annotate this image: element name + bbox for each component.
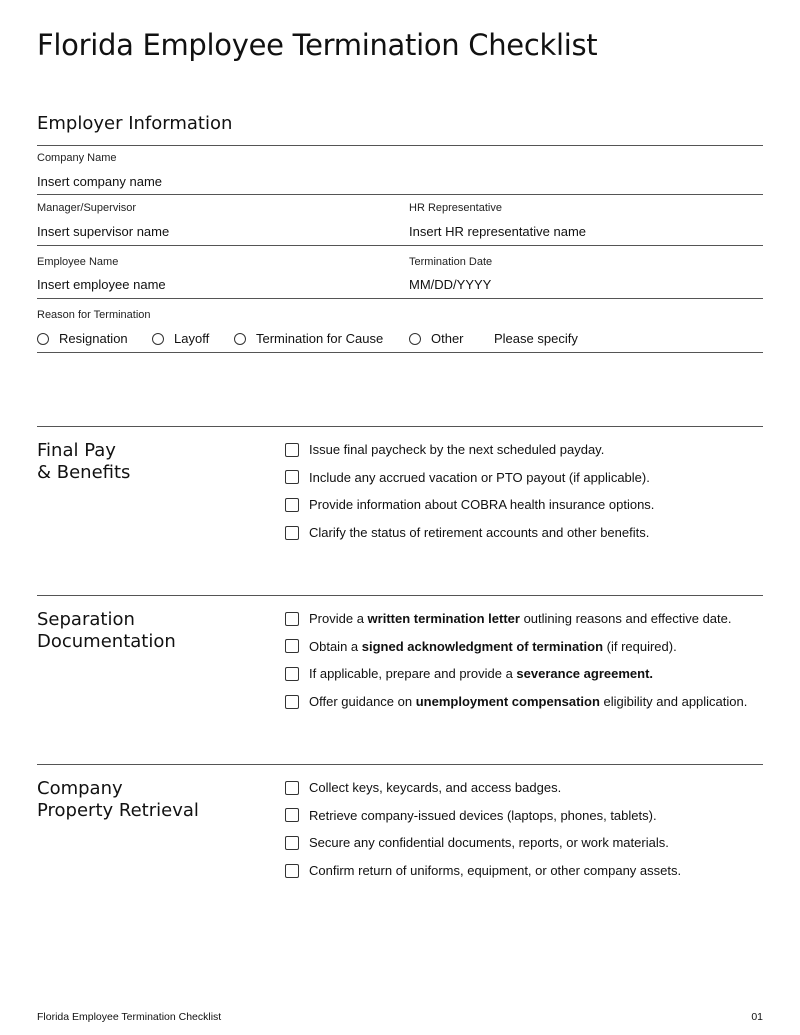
item-text: Secure any confidential documents, reports, or work materials. (309, 835, 669, 851)
checklist-item[interactable] (285, 497, 654, 512)
checklist-item[interactable] (285, 835, 669, 850)
radio-circle-icon (152, 333, 164, 345)
checklist-item[interactable] (285, 611, 732, 626)
item-text: Provide information about COBRA health insurance options. (309, 497, 655, 513)
checkbox-icon[interactable] (285, 781, 299, 795)
employer-information-heading: Employer Information (37, 113, 233, 134)
radio-label: Resignation (59, 331, 128, 346)
checklist-item[interactable] (285, 808, 657, 823)
radio-circle-icon (37, 333, 49, 345)
termination-date-field[interactable]: MM/DD/YYYY (409, 277, 492, 292)
radio-other[interactable] (409, 331, 464, 346)
checklist-item[interactable] (285, 780, 561, 795)
item-text: Obtain a (309, 638, 362, 654)
checklist-item[interactable] (285, 525, 649, 540)
radio-label: Other (431, 331, 464, 346)
hr-representative-field[interactable]: Insert HR representative name (409, 224, 587, 239)
checklist-item-text (309, 808, 657, 823)
page-number: 01 (751, 1011, 763, 1023)
section-title-line: Property Retrieval (37, 800, 199, 821)
divider (37, 298, 763, 299)
checklist-item-text (309, 470, 650, 485)
radio-layoff[interactable] (152, 331, 209, 346)
section-title-line: Separation (37, 609, 135, 630)
item-text: Collect keys, keycards, and access badges. (309, 780, 562, 795)
checkbox-icon[interactable] (285, 470, 299, 484)
section-title-line: Company (37, 778, 123, 799)
checkbox-icon[interactable] (285, 836, 299, 850)
section-title-line: Documentation (37, 631, 176, 652)
item-text: Include any accrued vacation or PTO payout (if applicable). (309, 469, 650, 485)
manager-label: Manager/Supervisor (37, 202, 137, 214)
item-text: Offer guidance on (309, 694, 416, 710)
reason-label: Reason for Termination (37, 309, 151, 321)
manager-field[interactable]: Insert supervisor name (37, 224, 170, 239)
item-text-bold: severance agreement. (516, 666, 654, 682)
item-text-bold: written termination letter (367, 611, 520, 626)
checklist-item-text (309, 442, 604, 457)
checklist-item[interactable] (285, 863, 681, 878)
item-text: Clarify the status of retirement accounts and other benefits. (309, 525, 650, 541)
radio-termination-for-cause[interactable] (234, 331, 383, 346)
item-text: Provide a (309, 611, 368, 626)
footer-title: Florida Employee Termination Checklist (37, 1011, 222, 1023)
item-text: outlining reasons and effective date. (519, 611, 732, 626)
checklist-item-text (309, 780, 561, 795)
divider (37, 352, 763, 353)
company-name-label: Company Name (37, 152, 117, 164)
checklist-item-text (309, 497, 654, 512)
item-text-bold: signed acknowledgment of termination (361, 638, 604, 654)
item-text: If applicable, prepare and provide a (309, 666, 517, 682)
hr-representative-label: HR Representative (409, 202, 502, 214)
divider (37, 145, 763, 146)
divider (37, 426, 763, 427)
checkbox-icon[interactable] (285, 667, 299, 681)
radio-resignation[interactable] (37, 331, 128, 346)
item-text-bold: unemployment compensation (415, 694, 600, 710)
section-title-line: & Benefits (37, 462, 131, 483)
item-text: Issue final paycheck by the next scheduled payday. (309, 442, 605, 457)
section-title-company-property-retrieval (37, 778, 199, 822)
divider (37, 764, 763, 765)
checkbox-icon[interactable] (285, 498, 299, 512)
checkbox-icon[interactable] (285, 864, 299, 878)
checkbox-icon[interactable] (285, 695, 299, 709)
other-specify-field[interactable]: Please specify (494, 331, 578, 346)
item-text: eligibility and application. (599, 694, 748, 710)
checklist-item[interactable] (285, 442, 604, 457)
divider (37, 245, 763, 246)
page-title: Florida Employee Termination Checklist (37, 28, 598, 62)
termination-date-label: Termination Date (409, 256, 493, 268)
checklist-item-text (309, 666, 653, 681)
checkbox-icon[interactable] (285, 808, 299, 822)
checkbox-icon[interactable] (285, 612, 299, 626)
radio-circle-icon (234, 333, 246, 345)
section-title-separation-documentation (37, 609, 176, 653)
checklist-item[interactable] (285, 694, 747, 709)
checkbox-icon[interactable] (285, 526, 299, 540)
checkbox-icon[interactable] (285, 443, 299, 457)
divider (37, 194, 763, 195)
section-title-line: Final Pay (37, 440, 116, 461)
checklist-item-text (309, 611, 732, 626)
checklist-item[interactable] (285, 666, 653, 681)
item-text: (if required). (603, 638, 677, 654)
item-text: Confirm return of uniforms, equipment, or other company assets. (309, 863, 682, 879)
radio-label: Termination for Cause (256, 331, 384, 346)
checklist-item-text (309, 525, 649, 540)
checklist-item-text (309, 863, 681, 878)
checkbox-icon[interactable] (285, 639, 299, 653)
divider (37, 595, 763, 596)
checklist-item[interactable] (285, 639, 677, 654)
section-title-final-pay-benefits (37, 440, 130, 484)
checklist-item-text (309, 835, 669, 850)
employee-name-label: Employee Name (37, 256, 119, 268)
checklist-item-text (309, 694, 747, 709)
radio-circle-icon (409, 333, 421, 345)
employee-name-field[interactable]: Insert employee name (37, 277, 166, 292)
checklist-item[interactable] (285, 470, 650, 485)
item-text: Retrieve company-issued devices (laptops, phones, tablets). (309, 807, 657, 823)
radio-label: Layoff (174, 331, 210, 346)
company-name-field[interactable]: Insert company name (37, 174, 163, 189)
checklist-item-text (309, 639, 677, 654)
